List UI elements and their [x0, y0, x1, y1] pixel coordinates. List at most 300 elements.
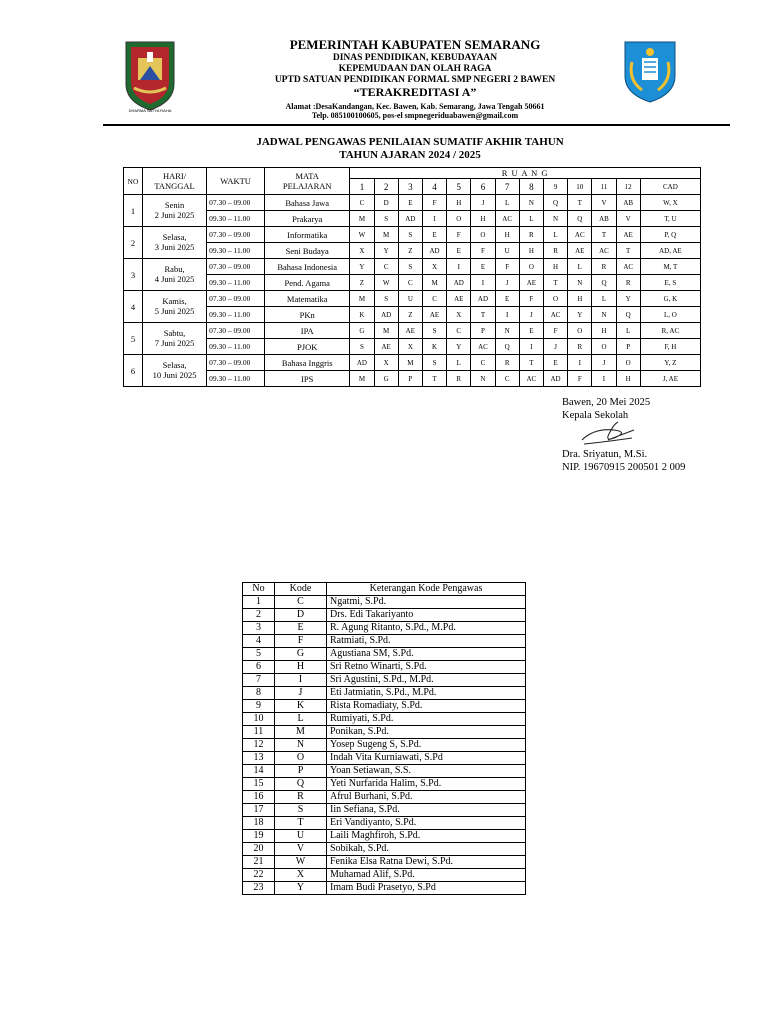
day-date: 4 Juni 2025 [154, 273, 195, 284]
legend-no: 16 [243, 791, 275, 804]
school-emblem-logo [622, 40, 678, 104]
schedule-row [124, 307, 701, 323]
room-supervisor: AD [398, 211, 422, 227]
day-name: Rabu, [164, 264, 185, 275]
legend-supervisor-name: Yeti Nurfarida Halim, S.Pd. [327, 778, 526, 791]
room-supervisor: I [495, 307, 519, 323]
room-supervisor: E [471, 259, 495, 275]
session-subject: Prakarya [265, 211, 350, 227]
schedule-row [124, 243, 701, 259]
legend-code: X [275, 869, 327, 882]
legend-code: Y [275, 882, 327, 895]
room-supervisor: X [350, 243, 374, 259]
room-supervisor: AC [616, 259, 640, 275]
room-supervisor: N [568, 275, 592, 291]
room-supervisor: O [568, 323, 592, 339]
schedule-row [124, 227, 701, 243]
room-supervisor: T [519, 355, 543, 371]
room-supervisor: G [350, 323, 374, 339]
legend-row [243, 830, 526, 843]
room-supervisor: S [422, 355, 446, 371]
day-number: 4 [124, 291, 143, 323]
legend-supervisor-name: Drs. Edi Takariyanto [327, 609, 526, 622]
day-number: 2 [124, 227, 143, 259]
day-date: 5 Juni 2025 [154, 305, 195, 316]
session-time: 07.30 – 09.00 [207, 259, 265, 275]
room-supervisor: G [374, 371, 398, 387]
room-header: 1 [350, 179, 374, 195]
day-number: 3 [124, 259, 143, 291]
room-supervisor: O [543, 291, 567, 307]
room-supervisor: Y [568, 307, 592, 323]
legend-row [243, 674, 526, 687]
day-name: Selasa, [162, 360, 187, 371]
legend-no: 13 [243, 752, 275, 765]
legend-no: 14 [243, 765, 275, 778]
reserve-supervisors: P, Q [640, 227, 700, 243]
room-supervisor: E [398, 195, 422, 211]
legend-supervisor-name: Muhamad Alif, S.Pd. [327, 869, 526, 882]
legend-row [243, 661, 526, 674]
legend-row [243, 739, 526, 752]
legend-row [243, 778, 526, 791]
legend-code: J [275, 687, 327, 700]
room-supervisor: C [471, 355, 495, 371]
legend-supervisor-name: Sri Retno Winarti, S.Pd. [327, 661, 526, 674]
room-supervisor: C [374, 259, 398, 275]
legend-code: D [275, 609, 327, 622]
session-subject: Pend. Agama [265, 275, 350, 291]
legend-supervisor-name: Ponikan, S.Pd. [327, 726, 526, 739]
legend-code: L [275, 713, 327, 726]
room-supervisor: M [374, 323, 398, 339]
room-supervisor: E [519, 323, 543, 339]
room-supervisor: F [519, 291, 543, 307]
legend-no: 20 [243, 843, 275, 856]
room-supervisor: O [592, 339, 616, 355]
room-supervisor: T [616, 243, 640, 259]
room-supervisor: E [447, 243, 471, 259]
reserve-supervisors: AD, AE [640, 243, 700, 259]
legend-code: V [275, 843, 327, 856]
handwritten-signature [562, 422, 685, 448]
legend-code: N [275, 739, 327, 752]
legend-code: K [275, 700, 327, 713]
day-date: 3 Juni 2025 [154, 241, 195, 252]
room-supervisor: I [422, 211, 446, 227]
schedule-header-row [124, 168, 701, 179]
legend-row [243, 687, 526, 700]
legend-row [243, 648, 526, 661]
header-rooms: R U A N G [350, 168, 701, 179]
session-subject: Bahasa Jawa [265, 195, 350, 211]
room-supervisor: AC [495, 211, 519, 227]
logo-caption: DHARMA SATYA RAHA [128, 108, 172, 113]
room-supervisor: S [374, 211, 398, 227]
room-supervisor: J [471, 195, 495, 211]
room-supervisor: J [543, 339, 567, 355]
room-supervisor: W [350, 227, 374, 243]
day-date-cell [142, 259, 206, 291]
letterhead-contact: Telp. 085100100605, pos-el smpnegeriduabawen@gmail.com [311, 110, 519, 120]
reserve-supervisors: Y, Z [640, 355, 700, 371]
reserve-supervisors: R, AC [640, 323, 700, 339]
legend-no: 15 [243, 778, 275, 791]
session-time: 09.30 – 11.00 [207, 275, 265, 291]
schedule-row [124, 259, 701, 275]
room-supervisor: N [495, 323, 519, 339]
room-supervisor: X [398, 339, 422, 355]
room-supervisor: E [543, 355, 567, 371]
legend-code: G [275, 648, 327, 661]
session-time: 09.30 – 11.00 [207, 243, 265, 259]
room-supervisor: J [592, 355, 616, 371]
room-supervisor: N [543, 211, 567, 227]
legend-row [243, 726, 526, 739]
legend-supervisor-name: Fenika Elsa Ratna Dewi, S.Pd. [327, 856, 526, 869]
header-divider [103, 124, 730, 126]
room-supervisor: K [422, 339, 446, 355]
legend-supervisor-name: Afrul Burhani, S.Pd. [327, 791, 526, 804]
room-supervisor: H [471, 211, 495, 227]
legend-row [243, 700, 526, 713]
room-header: 8 [519, 179, 543, 195]
room-header: 2 [374, 179, 398, 195]
session-subject: IPA [265, 323, 350, 339]
room-supervisor: F [543, 323, 567, 339]
session-time: 09.30 – 11.00 [207, 339, 265, 355]
letterhead-school: UPTD SATUAN PENDIDIKAN FORMAL SMP NEGERI 2 BAWEN [274, 74, 556, 85]
legend-row [243, 622, 526, 635]
room-supervisor: I [568, 355, 592, 371]
day-name: Selasa, [162, 232, 187, 243]
day-date-cell [142, 355, 206, 387]
room-supervisor: S [374, 291, 398, 307]
title-line-2: TAHUN AJARAN 2024 / 2025 [339, 149, 481, 162]
session-time: 09.30 – 11.00 [207, 211, 265, 227]
supervisor-code-legend [242, 582, 526, 895]
legend-supervisor-name: Iin Sefiana, S.Pd. [327, 804, 526, 817]
room-supervisor: F [447, 227, 471, 243]
legend-supervisor-name: Agustiana SM, S.Pd. [327, 648, 526, 661]
room-supervisor: L [616, 323, 640, 339]
room-supervisor: Y [616, 291, 640, 307]
legend-code: P [275, 765, 327, 778]
room-supervisor: Z [398, 243, 422, 259]
legend-no: 12 [243, 739, 275, 752]
legend-supervisor-name: Eri Vandiyanto, S.Pd. [327, 817, 526, 830]
legend-no: 4 [243, 635, 275, 648]
room-supervisor: L [519, 211, 543, 227]
room-supervisor: T [422, 371, 446, 387]
room-supervisor: R [543, 243, 567, 259]
room-supervisor: S [422, 323, 446, 339]
header-time: WAKTU [207, 168, 265, 195]
room-header: 5 [447, 179, 471, 195]
letterhead-agency-2: KEPEMUDAAN DAN OLAH RAGA [338, 63, 492, 74]
session-subject: PJOK [265, 339, 350, 355]
session-subject: Informatika [265, 227, 350, 243]
legend-supervisor-name: Rumiyati, S.Pd. [327, 713, 526, 726]
legend-code: T [275, 817, 327, 830]
legend-code: F [275, 635, 327, 648]
room-supervisor: AB [616, 195, 640, 211]
session-time: 07.30 – 09.00 [207, 227, 265, 243]
day-number: 5 [124, 323, 143, 355]
session-subject: Matematika [265, 291, 350, 307]
legend-supervisor-name: Rista Romadiaty, S.Pd. [327, 700, 526, 713]
room-supervisor: L [495, 195, 519, 211]
letterhead-government: PEMERINTAH KABUPATEN SEMARANG [289, 37, 541, 52]
legend-code: M [275, 726, 327, 739]
day-name: Sabtu, [163, 328, 186, 339]
reserve-supervisors: E, S [640, 275, 700, 291]
room-supervisor: Q [592, 275, 616, 291]
room-supervisor: F [568, 371, 592, 387]
legend-code: H [275, 661, 327, 674]
room-supervisor: F [495, 259, 519, 275]
room-supervisor: AC [543, 307, 567, 323]
room-header: 12 [616, 179, 640, 195]
room-supervisor: I [592, 371, 616, 387]
session-subject: PKn [265, 307, 350, 323]
room-supervisor: H [495, 227, 519, 243]
reserve-supervisors: T, U [640, 211, 700, 227]
legend-row [243, 713, 526, 726]
session-time: 07.30 – 09.00 [207, 355, 265, 371]
room-supervisor: L [447, 355, 471, 371]
legend-supervisor-name: Ngatmi, S.Pd. [327, 596, 526, 609]
room-supervisor: AB [592, 211, 616, 227]
room-supervisor: F [471, 243, 495, 259]
legend-no: 17 [243, 804, 275, 817]
legend-row [243, 609, 526, 622]
legend-code: Q [275, 778, 327, 791]
legend-header-no: No [243, 583, 275, 596]
room-supervisor: L [568, 259, 592, 275]
session-time: 07.30 – 09.00 [207, 291, 265, 307]
room-supervisor: M [350, 371, 374, 387]
room-supervisor: Y [374, 243, 398, 259]
room-supervisor: S [350, 339, 374, 355]
legend-supervisor-name: Yoan Setiawan, S.S. [327, 765, 526, 778]
room-header: 11 [592, 179, 616, 195]
legend-no: 1 [243, 596, 275, 609]
room-supervisor: AE [422, 307, 446, 323]
room-supervisor: E [422, 227, 446, 243]
legend-row [243, 869, 526, 882]
legend-code: U [275, 830, 327, 843]
schedule-row [124, 211, 701, 227]
room-supervisor: Q [495, 339, 519, 355]
legend-no: 22 [243, 869, 275, 882]
room-supervisor: X [447, 307, 471, 323]
room-supervisor: T [471, 307, 495, 323]
reserve-supervisors: F, H [640, 339, 700, 355]
legend-no: 18 [243, 817, 275, 830]
day-date-cell [142, 227, 206, 259]
room-supervisor: H [592, 323, 616, 339]
room-header: 7 [495, 179, 519, 195]
room-supervisor: H [447, 195, 471, 211]
legend-row [243, 856, 526, 869]
room-supervisor: C [495, 371, 519, 387]
room-supervisor: P [398, 371, 422, 387]
room-supervisor: V [592, 195, 616, 211]
kabupaten-semarang-logo [118, 40, 182, 118]
day-date: 10 Juni 2025 [152, 369, 197, 380]
day-number: 1 [124, 195, 143, 227]
room-supervisor: P [471, 323, 495, 339]
session-subject: IPS [265, 371, 350, 387]
reserve-supervisors: G, K [640, 291, 700, 307]
room-supervisor: M [398, 355, 422, 371]
legend-no: 7 [243, 674, 275, 687]
header-subject: MATA PELAJARAN [265, 168, 350, 195]
room-supervisor: AE [519, 275, 543, 291]
room-supervisor: AD [447, 275, 471, 291]
room-supervisor: Z [350, 275, 374, 291]
day-date: 7 Juni 2025 [154, 337, 195, 348]
room-supervisor: Q [616, 307, 640, 323]
reserve-supervisors: L, O [640, 307, 700, 323]
room-supervisor: H [519, 243, 543, 259]
legend-row [243, 752, 526, 765]
room-supervisor: X [374, 355, 398, 371]
legend-supervisor-name: Ratmiati, S.Pd. [327, 635, 526, 648]
room-supervisor: S [398, 227, 422, 243]
room-supervisor: Y [447, 339, 471, 355]
legend-supervisor-name: Sobikah, S.Pd. [327, 843, 526, 856]
schedule-row [124, 371, 701, 387]
signature-place-date: Bawen, 20 Mei 2025 [562, 397, 651, 408]
schedule-row [124, 275, 701, 291]
legend-row [243, 635, 526, 648]
letterhead-address: Alamat :DesaKandangan, Kec. Bawen, Kab. Semarang, Jawa Tengah 50661 [285, 101, 545, 111]
room-supervisor: R [447, 371, 471, 387]
room-supervisor: L [543, 227, 567, 243]
room-supervisor: T [592, 227, 616, 243]
legend-no: 21 [243, 856, 275, 869]
room-supervisor: M [374, 227, 398, 243]
room-supervisor: O [447, 211, 471, 227]
room-supervisor: AE [568, 243, 592, 259]
legend-supervisor-name: Sri Agustini, S.Pd., M.Pd. [327, 674, 526, 687]
legend-code: R [275, 791, 327, 804]
header-day: HARI/ TANGGAL [142, 168, 206, 195]
room-header: 10 [568, 179, 592, 195]
day-number: 6 [124, 355, 143, 387]
room-supervisor: M [350, 211, 374, 227]
room-supervisor: H [543, 259, 567, 275]
room-supervisor: R [592, 259, 616, 275]
legend-row [243, 882, 526, 895]
room-supervisor: N [471, 371, 495, 387]
room-supervisor: AC [568, 227, 592, 243]
day-name: Kamis, [162, 296, 187, 307]
legend-row [243, 765, 526, 778]
schedule-row [124, 355, 701, 371]
document-title [150, 136, 670, 162]
legend-supervisor-name: Eti Jatmiatin, S.Pd., M.Pd. [327, 687, 526, 700]
signature-nip: NIP. 19670915 200501 2 009 [562, 462, 686, 474]
room-supervisor: Q [543, 195, 567, 211]
room-supervisor: AD [350, 355, 374, 371]
title-line-1: JADWAL PENGAWAS PENILAIAN SUMATIF AKHIR TAHUN [256, 136, 564, 148]
room-supervisor: U [398, 291, 422, 307]
room-header: 6 [471, 179, 495, 195]
room-supervisor: I [471, 275, 495, 291]
room-supervisor: L [592, 291, 616, 307]
legend-row [243, 791, 526, 804]
room-supervisor: C [422, 291, 446, 307]
signature-role: Kepala Sekolah [562, 410, 629, 422]
room-supervisor: C [398, 275, 422, 291]
legend-row [243, 843, 526, 856]
room-supervisor: I [447, 259, 471, 275]
legend-no: 8 [243, 687, 275, 700]
room-supervisor: P [616, 339, 640, 355]
legend-header-desc: Keterangan Kode Pengawas [327, 583, 526, 596]
room-supervisor: R [495, 355, 519, 371]
room-supervisor: AE [374, 339, 398, 355]
day-name: Senin [164, 200, 185, 211]
room-supervisor: R [519, 227, 543, 243]
room-supervisor: S [398, 259, 422, 275]
legend-supervisor-name: Imam Budi Prasetyo, S.Pd [327, 882, 526, 895]
schedule-row [124, 339, 701, 355]
legend-header-row [243, 583, 526, 596]
room-supervisor: T [543, 275, 567, 291]
reserve-supervisors: M, T [640, 259, 700, 275]
room-header: CAD [640, 179, 700, 195]
room-supervisor: J [519, 307, 543, 323]
reserve-supervisors: J, AE [640, 371, 700, 387]
legend-code: S [275, 804, 327, 817]
room-supervisor: H [568, 291, 592, 307]
room-supervisor: O [471, 227, 495, 243]
day-date-cell [142, 291, 206, 323]
session-time: 09.30 – 11.00 [207, 307, 265, 323]
room-supervisor: H [616, 371, 640, 387]
legend-no: 23 [243, 882, 275, 895]
letterhead-accreditation: “TERAKREDITASI A” [353, 84, 477, 99]
day-date: 2 Juni 2025 [154, 209, 195, 220]
schedule-row [124, 195, 701, 211]
legend-row [243, 817, 526, 830]
legend-no: 5 [243, 648, 275, 661]
room-supervisor: W [374, 275, 398, 291]
room-supervisor: E [495, 291, 519, 307]
room-supervisor: AE [398, 323, 422, 339]
legend-code: C [275, 596, 327, 609]
room-supervisor: O [519, 259, 543, 275]
legend-supervisor-name: Indah Vita Kurniawati, S.Pd [327, 752, 526, 765]
legend-supervisor-name: Yosep Sugeng S, S.Pd. [327, 739, 526, 752]
room-supervisor: C [447, 323, 471, 339]
room-supervisor: AC [592, 243, 616, 259]
room-supervisor: AE [616, 227, 640, 243]
session-time: 09.30 – 11.00 [207, 371, 265, 387]
letterhead [200, 38, 630, 120]
room-supervisor: R [616, 275, 640, 291]
session-time: 07.30 – 09.00 [207, 195, 265, 211]
session-subject: Bahasa Indonesia [265, 259, 350, 275]
signature-block [562, 396, 685, 475]
room-supervisor: R [568, 339, 592, 355]
room-supervisor: V [616, 211, 640, 227]
room-supervisor: J [495, 275, 519, 291]
